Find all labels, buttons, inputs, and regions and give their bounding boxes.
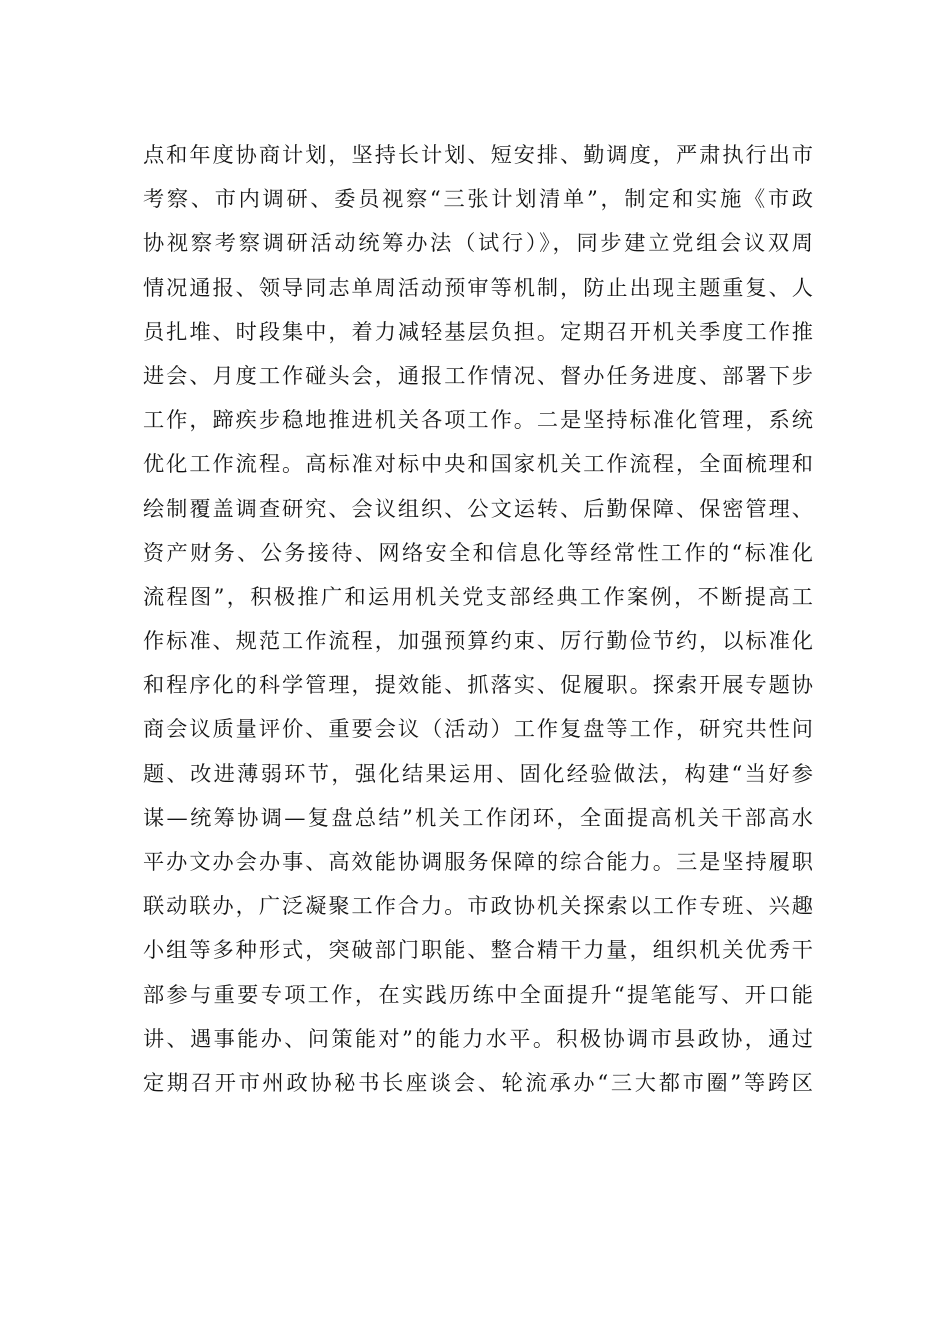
text-line: 联动联办，广泛凝聚工作合力。市政协机关探索以工作专班、兴趣 <box>143 893 813 919</box>
text-line: 部参与重要专项工作，在实践历练中全面提升“提笔能写、开口能 <box>143 981 813 1007</box>
text-line: 商会议质量评价、重要会议（活动）工作复盘等工作，研究共性问 <box>143 716 813 742</box>
text-line: 协视察考察调研活动统筹办法（试行）》，同步建立党组会议双周 <box>143 230 813 256</box>
text-line: 考察、市内调研、委员视察“三张计划清单”，制定和实施《市政 <box>143 186 813 212</box>
text-line: 题、改进薄弱环节，强化结果运用、固化经验做法，构建“当好参 <box>143 760 813 786</box>
text-line: 点和年度协商计划，坚持长计划、短安排、勤调度，严肃执行出市 <box>143 142 813 167</box>
text-line: 绘制覆盖调查研究、会议组织、公文运转、后勤保障、保密管理、 <box>143 495 813 521</box>
body-text <box>143 133 813 1105</box>
text-line: 优化工作流程。高标准对标中央和国家机关工作流程，全面梳理和 <box>143 451 813 477</box>
text-line: 讲、遇事能办、问策能对”的能力水平。积极协调市县政协，通过 <box>143 1025 813 1051</box>
text-line: 小组等多种形式，突破部门职能、整合精干力量，组织机关优秀干 <box>143 937 813 963</box>
text-line: 资产财务、公务接待、网络安全和信息化等经常性工作的“标准化 <box>143 539 813 565</box>
text-line: 作标准、规范工作流程，加强预算约束、厉行勤俭节约，以标准化 <box>143 628 813 654</box>
text-line: 和程序化的科学管理，提效能、抓落实、促履职。探索开展专题协 <box>143 672 813 698</box>
text-line: 流程图”，积极推广和运用机关党支部经典工作案例，不断提高工 <box>143 583 813 609</box>
text-line: 工作，蹄疾步稳地推进机关各项工作。二是坚持标准化管理，系统 <box>143 407 813 433</box>
text-line: 情况通报、领导同志单周活动预审等机制，防止出现主题重复、人 <box>143 274 813 300</box>
text-line: 定期召开市州政协秘书长座谈会、轮流承办“三大都市圈”等跨区 <box>143 1069 813 1095</box>
text-line: 平办文办会办事、高效能协调服务保障的综合能力。三是坚持履职 <box>143 849 813 874</box>
text-line: 进会、月度工作碰头会，通报工作情况、督办任务进度、部署下步 <box>143 362 813 388</box>
text-line: 谋—统筹协调—复盘总结”机关工作闭环，全面提高机关干部高水 <box>143 804 813 830</box>
text-line: 员扎堆、时段集中，着力减轻基层负担。定期召开机关季度工作推 <box>143 318 813 344</box>
